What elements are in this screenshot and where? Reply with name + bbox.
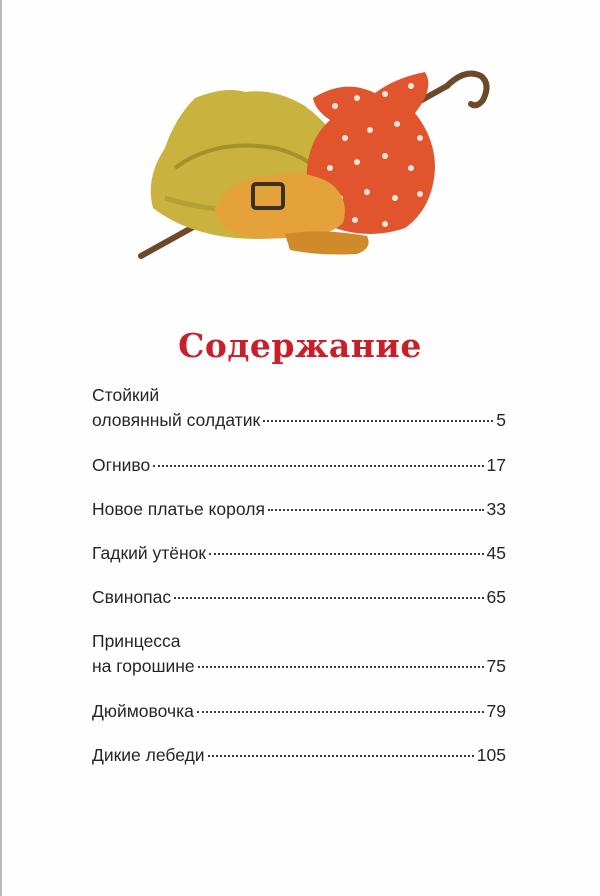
toc-entry-title: Новое платье короля: [92, 499, 265, 519]
toc-page-number: 75: [486, 656, 506, 676]
toc-page-number: 45: [486, 543, 506, 563]
hat-bindle-staff-boot-illustration: [135, 58, 505, 268]
toc-entry-tinderbox: [92, 453, 506, 478]
toc-page-number: 5: [496, 410, 506, 430]
toc-entry-title: Дюймовочка: [92, 701, 194, 721]
toc-entry-title-line1: Принцесса: [92, 631, 181, 651]
toc-entry-steadfast-tin-soldier: [92, 383, 506, 433]
toc-entry-title: на горошине: [92, 656, 195, 676]
toc-page-number: 33: [486, 499, 506, 519]
toc-entry-title-line1: Стойкий: [92, 385, 160, 405]
toc-entry-title: оловянный солдатик: [92, 410, 261, 430]
toc-entry-emperors-new-clothes: [92, 497, 506, 522]
toc-entry-title: Свинопас: [92, 587, 172, 607]
toc-entry-swineherd: [92, 585, 506, 610]
table-of-contents: [92, 383, 506, 787]
toc-entry-ugly-duckling: [92, 541, 506, 566]
toc-entry-princess-and-pea: [92, 629, 506, 679]
dot-leader: [198, 666, 484, 668]
toc-page-number: 17: [486, 455, 506, 475]
dot-leader: [197, 711, 484, 713]
toc-page-number: 105: [476, 745, 506, 765]
toc-entry-title: Огниво: [92, 455, 151, 475]
toc-entry-thumbelina: [92, 699, 506, 724]
dot-leader: [263, 420, 493, 422]
toc-page-number: 65: [486, 587, 506, 607]
dot-leader: [208, 755, 474, 757]
toc-page-number: 79: [486, 701, 506, 721]
page-edge: [0, 0, 2, 896]
toc-entry-wild-swans: [92, 743, 506, 768]
dot-leader: [153, 465, 483, 467]
dot-leader: [268, 509, 484, 511]
dot-leader: [174, 597, 483, 599]
staff-hook-shape: [447, 74, 487, 106]
dot-leader: [209, 553, 483, 555]
page-title: Содержание: [178, 326, 422, 366]
toc-entry-title: Гадкий утёнок: [92, 543, 207, 563]
toc-entry-title: Дикие лебеди: [92, 745, 205, 765]
boot-sole-shape: [285, 231, 369, 254]
